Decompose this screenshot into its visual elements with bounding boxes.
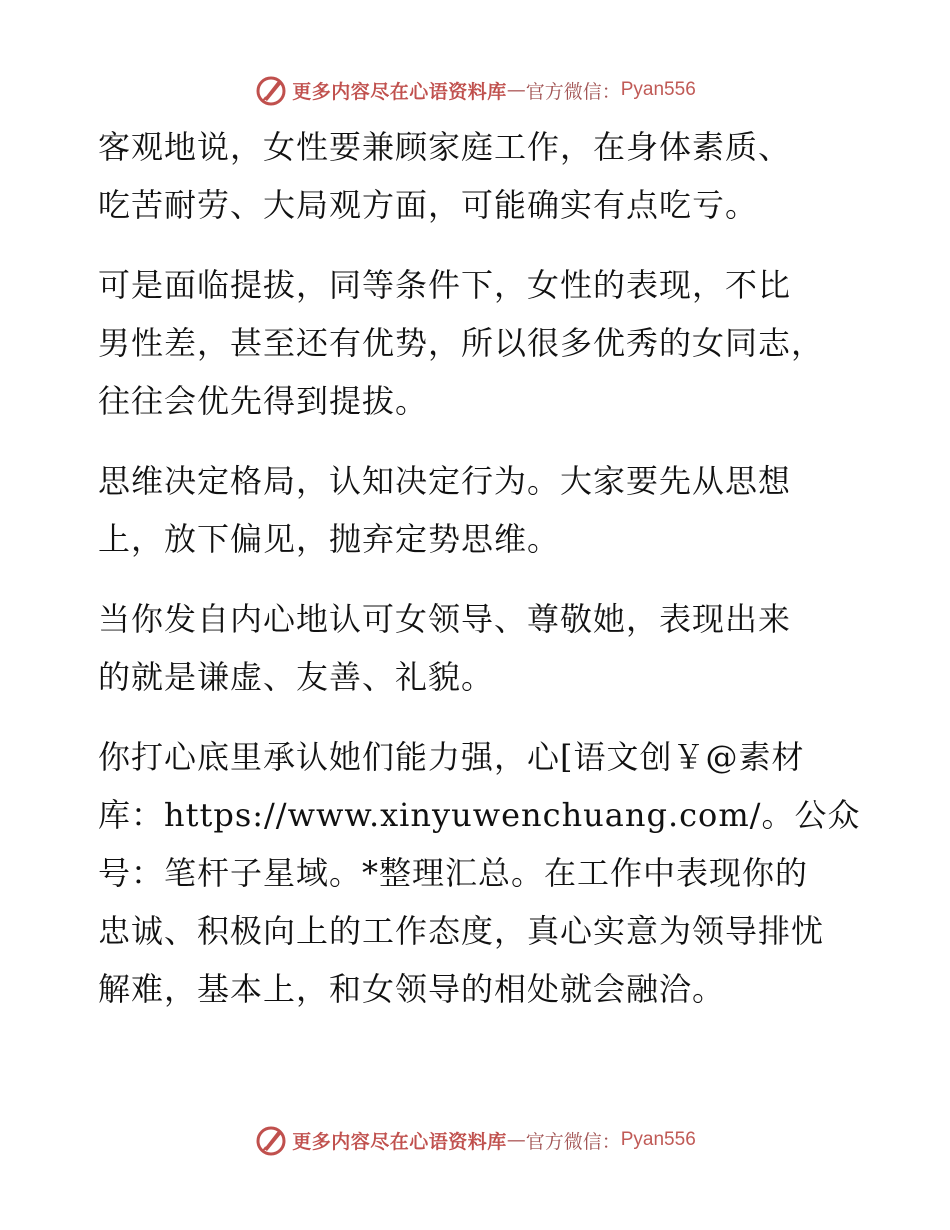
paragraph-line: 客观地说，女性要兼顾家庭工作，在身体素质、	[98, 128, 792, 166]
paragraph-line: 当你发自内心地认可女领导、尊敬她，表现出来	[98, 600, 792, 638]
quill-pen-emblem-icon	[254, 73, 288, 107]
paragraph-line: 可是面临提拔，同等条件下，女性的表现，不比	[98, 266, 792, 304]
paragraph-line: 的就是谦虚、友善、礼貌。	[98, 658, 495, 696]
header-banner	[0, 70, 950, 110]
paragraph-4	[98, 590, 858, 706]
paragraph-line: 往往会优先得到提拔。	[98, 382, 429, 420]
paragraph-line: 库：https://www.xinyuwenchuang.com/。公众	[98, 796, 861, 834]
paragraph-line: 忠诚、积极向上的工作态度，真心实意为领导排忧	[98, 912, 825, 950]
paragraph-line: 号：笔杆子星域。*整理汇总。在工作中表现你的	[98, 854, 809, 892]
paragraph-line: 吃苦耐劳、大局观方面，可能确实有点吃亏。	[98, 186, 759, 224]
banner-wechat-label: 官方微信：	[525, 1130, 621, 1153]
banner-separator: —	[506, 79, 526, 101]
paragraph-3	[98, 452, 858, 568]
quill-pen-emblem-icon	[254, 1123, 288, 1157]
banner-separator: —	[506, 1129, 526, 1151]
banner-main-text: 更多内容尽在心语资料库	[292, 1130, 507, 1153]
paragraph-line: 你打心底里承认她们能力强，心[语文创￥@素材	[98, 738, 805, 776]
banner-main-text: 更多内容尽在心语资料库	[292, 80, 507, 103]
paragraph-line: 上，放下偏见，抛弃定势思维。	[98, 520, 561, 558]
paragraph-line: 思维决定格局，认知决定行为。大家要先从思想	[98, 462, 792, 500]
paragraph-2	[98, 256, 858, 430]
paragraph-5	[98, 728, 861, 1018]
paragraph-line: 男性差，甚至还有优势，所以很多优秀的女同志，	[98, 324, 825, 362]
footer-banner	[0, 1120, 950, 1160]
banner-wechat-label: 官方微信：	[525, 80, 621, 103]
document-body	[98, 118, 861, 1040]
paragraph-1	[98, 118, 858, 234]
banner-wechat-account: Pyan556	[620, 1129, 696, 1150]
paragraph-line: 解难，基本上，和女领导的相处就会融洽。	[98, 970, 726, 1008]
banner-wechat-account: Pyan556	[620, 79, 696, 100]
